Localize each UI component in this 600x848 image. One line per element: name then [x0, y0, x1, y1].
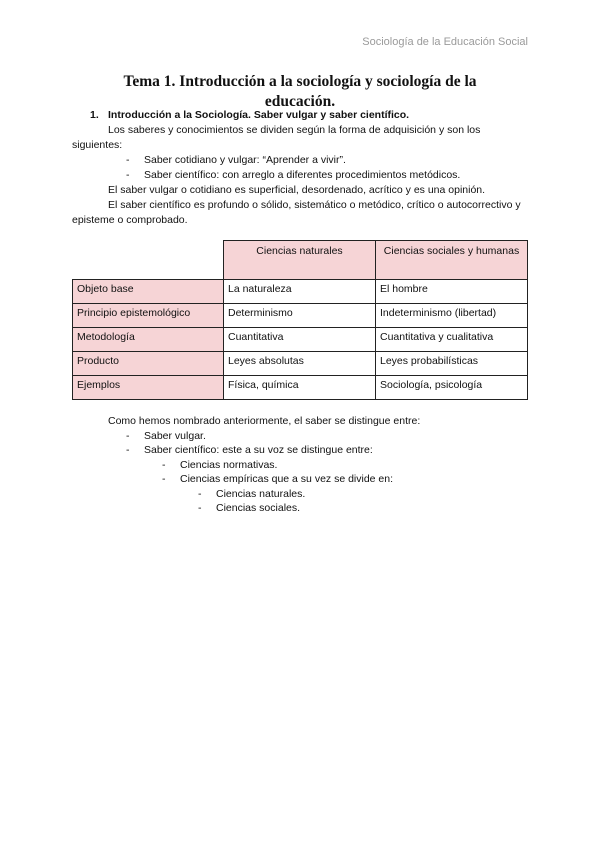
section-heading-text: Introducción a la Sociología. Saber vulgar y saber científico.	[108, 109, 410, 121]
list-subitem-text: Ciencias normativas.	[180, 458, 278, 471]
page-title: Tema 1. Introducción a la sociología y sociología de la educación.	[123, 73, 477, 110]
table-cell: Física, química	[224, 376, 376, 400]
list-item-text: Saber vulgar.	[144, 429, 206, 442]
list-subsubitem-text: Ciencias naturales.	[216, 487, 306, 500]
bullet-text: Saber científico: con arreglo a diferentes procedimientos metódicos.	[144, 169, 461, 181]
dash-marker: -	[126, 154, 130, 166]
table-cell: La naturaleza	[224, 280, 376, 304]
table-cell: Indeterminismo (libertad)	[376, 304, 528, 328]
paragraph-cientifico: El saber científico es profundo o sólido, sistemático o metódico, crítico o autocorrectivo y episteme o comprobado.	[72, 199, 521, 226]
section-heading	[72, 108, 528, 123]
list-subsubitem-text: Ciencias sociales.	[216, 502, 301, 514]
row-header: Principio epistemológico	[73, 304, 224, 328]
list-intro: Como hemos nombrado anteriormente, el saber se distingue entre:	[108, 415, 421, 427]
classification-list	[72, 414, 528, 516]
running-header: Sociología de la Educación Social	[362, 36, 528, 48]
table-cell: Cuantitativa y cualitativa	[376, 328, 528, 352]
bullet-item	[72, 153, 528, 168]
dash-marker: -	[126, 444, 130, 456]
dash-marker: -	[198, 487, 202, 500]
list-subsubitem	[72, 487, 528, 502]
bullet-item	[72, 168, 528, 183]
list-item-text: Saber científico: este a su voz se distingue entre:	[144, 444, 373, 456]
dash-marker: -	[162, 473, 166, 485]
list-subitem-text: Ciencias empíricas que a su vez se divide en:	[180, 473, 394, 485]
table-header-row	[73, 241, 528, 280]
list-subitem	[72, 458, 528, 473]
section-1	[72, 108, 528, 228]
list-subitem	[72, 472, 528, 487]
dash-marker: -	[126, 169, 130, 181]
bullet-text: Saber cotidiano y vulgar: “Aprender a vivir”.	[144, 154, 346, 166]
table-cell: El hombre	[376, 280, 528, 304]
column-header: Ciencias naturales	[224, 241, 376, 280]
column-header: Ciencias sociales y humanas	[376, 241, 528, 280]
table-row	[73, 352, 528, 376]
table-cell: Sociología, psicología	[376, 376, 528, 400]
row-header: Producto	[73, 352, 224, 376]
table-cell: Leyes absolutas	[224, 352, 376, 376]
table-row	[73, 304, 528, 328]
table-row	[73, 280, 528, 304]
table-corner	[73, 241, 224, 280]
table-row	[73, 328, 528, 352]
list-item	[72, 443, 528, 458]
row-header: Ejemplos	[73, 376, 224, 400]
row-header: Metodología	[73, 328, 224, 352]
section-number: 1.	[90, 109, 99, 121]
table-cell: Cuantitativa	[224, 328, 376, 352]
comparison-table	[72, 240, 528, 400]
dash-marker: -	[126, 429, 130, 442]
table-cell: Leyes probabilísticas	[376, 352, 528, 376]
table-cell: Determinismo	[224, 304, 376, 328]
dash-marker: -	[162, 458, 166, 471]
row-header: Objeto base	[73, 280, 224, 304]
dash-marker: -	[198, 502, 202, 514]
paragraph-vulgar: El saber vulgar o cotidiano es superficial, desordenado, acrítico y es una opinión.	[108, 184, 486, 196]
table-row	[73, 376, 528, 400]
intro-paragraph: Los saberes y conocimientos se dividen según la forma de adquisición y son los siguientes:	[72, 124, 481, 151]
list-item	[72, 429, 528, 444]
list-subsubitem	[72, 501, 528, 516]
